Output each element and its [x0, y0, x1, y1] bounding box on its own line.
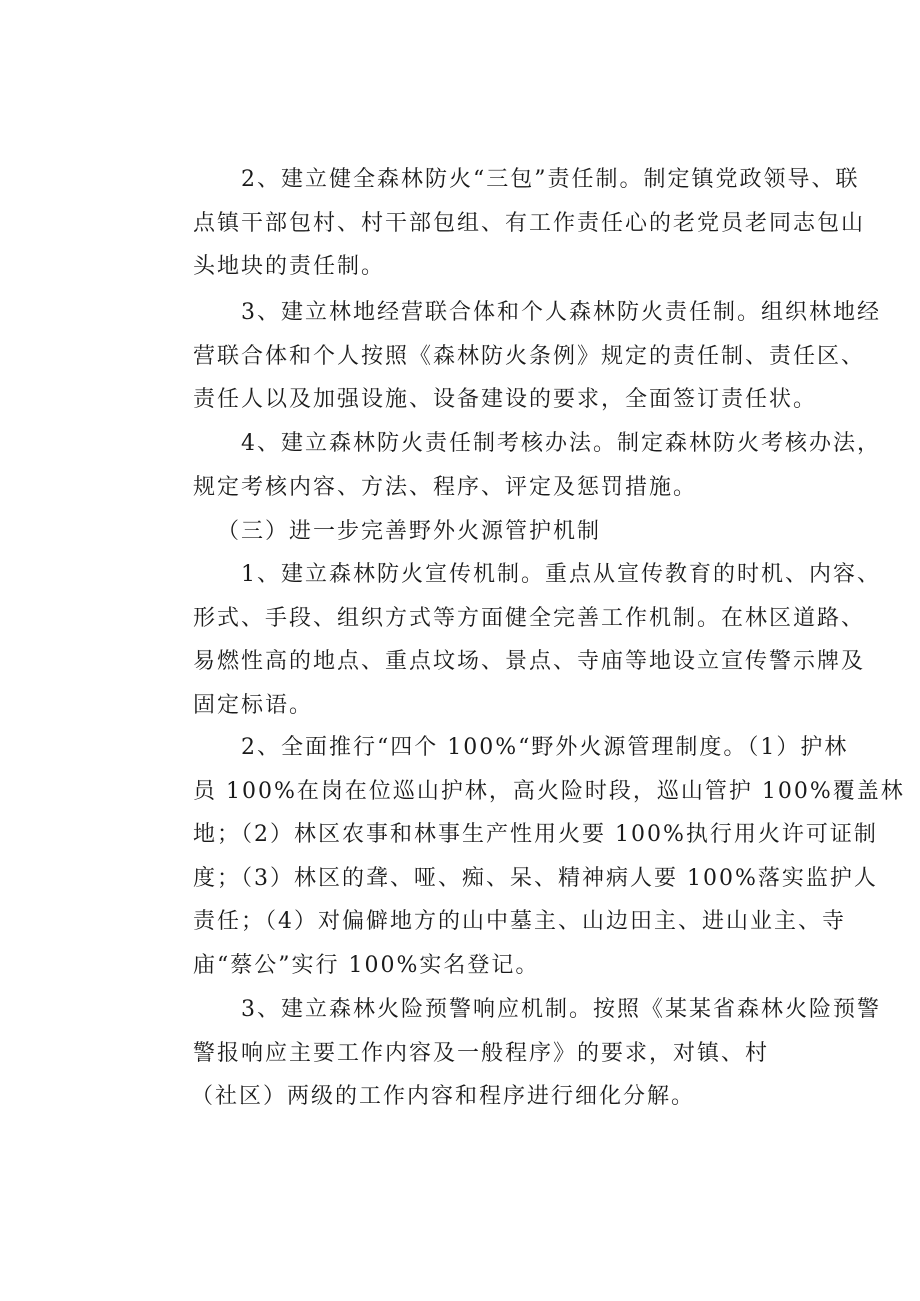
text-line: 易燃性高的地点、重点坟场、景点、寺庙等地设立宣传警示牌及	[193, 649, 866, 674]
paragraph-four-100-system	[145, 726, 905, 987]
text-line: 庙“蔡公”实行 100%实名登记。	[193, 952, 540, 978]
text-line: 1、建立森林防火宣传机制。重点从宣传教育的时机、内容、	[241, 562, 881, 587]
text-line: 头地块的责任制。	[193, 254, 386, 279]
text-line: 2、建立健全森林防火“三包”责任制。制定镇党政领导、联	[241, 167, 860, 192]
paragraph-sanbao-responsibility	[145, 158, 866, 289]
text-line: 度；（3）林区的聋、哑、痴、呆、精神病人要 100%落实监护人	[193, 865, 878, 891]
text-line: 点镇干部包村、村干部包组、有工作责任心的老党员老同志包山	[193, 210, 866, 236]
text-line: 固定标语。	[193, 692, 314, 718]
text-line: 责任；（4）对偏僻地方的山中墓主、山边田主、进山业主、寺	[193, 909, 846, 934]
text-line: 地；（2）林区农事和林事生产性用火要 100%执行用火许可证制	[193, 822, 878, 847]
text-line: 责任人以及加强设施、设备建设的要求，全面签订责任状。	[193, 387, 818, 412]
paragraph-forest-union-responsibility	[145, 291, 881, 422]
paragraph-publicity-mechanism	[145, 553, 881, 727]
text-line: 员 100%在岗在位巡山护林，高火险时段，巡山管护 100%覆盖林	[193, 778, 905, 804]
text-line: 3、建立林地经营联合体和个人森林防火责任制。组织林地经	[241, 300, 881, 325]
text-line: 4、建立森林防火责任制考核办法。制定森林防火考核办法，	[241, 431, 881, 456]
text-line: 3、建立森林火险预警响应机制。按照《某某省森林火险预警	[241, 997, 881, 1022]
paragraph-assessment-method	[145, 422, 881, 509]
text-line: 营联合体和个人按照《森林防火条例》规定的责任制、责任区、	[193, 343, 866, 369]
section-heading: （三）进一步完善野外火源管护机制	[217, 519, 602, 544]
text-line: （社区）两级的工作内容和程序进行细化分解。	[191, 1084, 696, 1109]
text-line: 警报响应主要工作内容及一般程序》的要求，对镇、村	[193, 1040, 770, 1066]
text-line: 规定考核内容、方法、程序、评定及惩罚措施。	[193, 474, 698, 500]
paragraph-fire-risk-warning	[145, 988, 881, 1119]
text-line: 2、全面推行“四个 100%“野外火源管理制度。（1）护林	[241, 735, 849, 760]
text-line: 形式、手段、组织方式等方面健全完善工作机制。在林区道路、	[193, 605, 866, 631]
